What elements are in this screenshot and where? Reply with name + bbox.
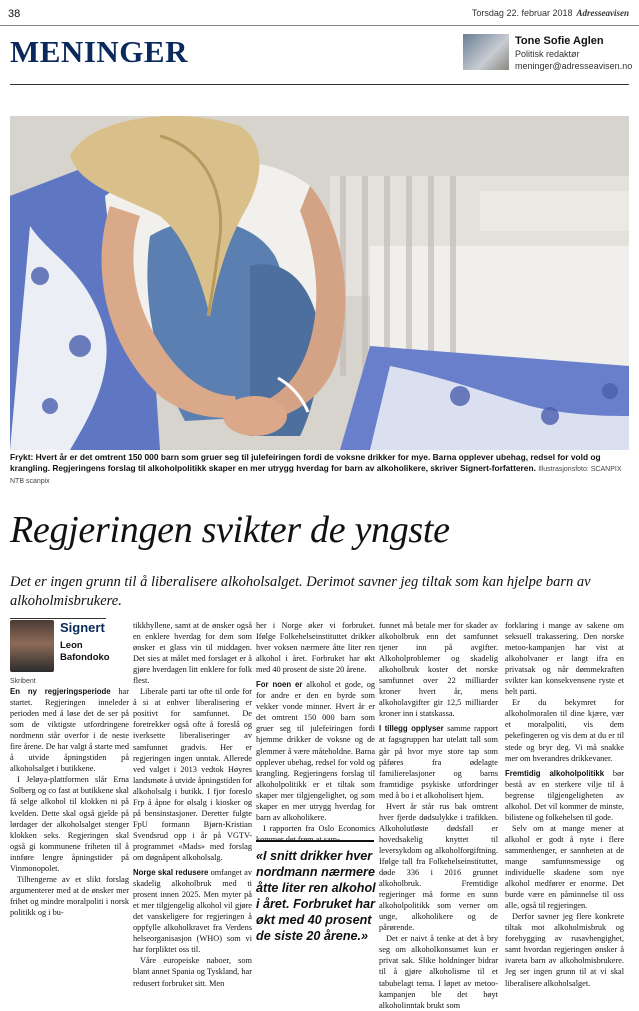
paragraph-text: bør bestå av en sterkere vilje til å begrense tilgjengeligheten av alkohol. Det vil kommer de minste, bilistene og folkehelsen til gode. [505, 768, 624, 822]
body-paragraph [505, 768, 624, 823]
body-paragraph [133, 867, 252, 955]
body-paragraph [10, 874, 129, 918]
body-paragraph [505, 823, 624, 911]
photo-caption [10, 452, 629, 487]
editor-avatar [463, 34, 509, 70]
caption-lead: Frykt: [10, 452, 34, 462]
body-paragraph [10, 774, 129, 873]
pull-quote-rule [256, 840, 374, 842]
body-paragraph [505, 620, 624, 697]
paragraph-text: Våre europeiske naboer, som blant annet Spania og Tyskland, har redusert forbruket sitt. Men [133, 956, 252, 988]
headline: Regjeringen svikter de yngste [10, 509, 450, 551]
dateline [472, 8, 629, 18]
column-3 [256, 620, 375, 845]
body-paragraph [133, 620, 252, 686]
caption-text: Hvert år er det omtrent 150 000 barn som gruer seg til julefeiringen fordi de voksne drikker for mye. Barna opplever ubehag, redsel for vold og krangling. Regjeringens forslag til alkoholpolitikk skaper en mer utrygg hverdag for barn av alkoholikere, skriver Signert-forfatteren. [10, 452, 601, 473]
paragraph-text: har startet. Regjeringen inneleder perioden med å løse det de ser på som de viktigste utfordringene nordmenn står overfor i de neste fire årene. De har valgt å starte med å utvide åpningstiden på alkoholsalget i butikkene. [10, 687, 129, 774]
paragraph-lead: I tillegg opplyser [379, 724, 444, 734]
paragraph-text: forklaring i mange av sakene om seksuell trakassering. Den norske metoo-kampanjen har vist at alkoholvaner er langt ifra en privatsak og når dømmekraften svikter kan konsekvensene ryste et helt parti. [505, 621, 624, 697]
body-paragraph [379, 801, 498, 934]
editor-email: meninger@adresseavisen.no [515, 61, 633, 71]
author-avatar [10, 620, 54, 672]
byline [10, 620, 110, 685]
body-paragraph [256, 679, 375, 823]
paragraph-text: Selv om at mange mener at alkohol er godt å nyte i flere sammenhenger, er sannheten at de mange samfunnsmessige og individuelle skadene som nye alkohol medfører er enorme. Det burde være en påminnelse til oss alle, også til regjeringen. [505, 823, 624, 911]
body-paragraph [505, 911, 624, 988]
top-bar [0, 0, 639, 26]
column-5 [505, 620, 624, 989]
paragraph-text: samme rapport at fagsgruppen har utelatt tall som går på hvor mye store tap som påføres fra ødelagte familierelasjoner og barns framtidige psykiske utfordringer med å bo i et alkoholisert hjem. [379, 724, 498, 800]
paragraph-text: funnet må betale mer for skader av alkoholbruk enn det samfunnet tjener inn på avgifter. Alkoholproblemer og skadelig alkoholbruk koster det norske samfunnet over 22 milliarder kroner hvert år, mens alkoholavgifter gir 12,5 milliarder kroner inn i statskassa. [379, 621, 498, 719]
paragraph-text: Tilhengerne av et slikt forslag argumenterer med at de ønsker mer frihet og mindre moralpoliti i norsk politikk og i bu- [10, 874, 129, 917]
column-1 [10, 682, 129, 918]
body-paragraph [379, 620, 498, 719]
column-2 [133, 620, 252, 989]
author-title: Skribent [10, 678, 36, 685]
lede: Det er ingen grunn til å liberalisere alkoholsalget. Derimot savner jeg tiltak som kan hjelpe barn av alkoholmisbrukere. [10, 574, 591, 609]
body-paragraph [379, 933, 498, 1010]
paragraph-text: tikkhyllene, samt at de ønsker også en enklere hverdag for dem som ønsker et glass vin til middagen. Det sies at målet med forslaget er å gjøre hverdagen litt enklere for folk flest. [133, 621, 252, 686]
body-paragraph [10, 686, 129, 774]
column-4 [379, 620, 498, 1011]
paragraph-lead: Norge skal redusere [133, 868, 209, 878]
body-paragraph [256, 620, 375, 675]
author-last-name: Bafondoko [60, 652, 110, 663]
paragraph-text: Hvert år står rus bak omtrent hver fjerde dødsulykke i trafikken. Alkoholutløste dødsfall er hovedsakelig knyttet til leversykdom og alkoholforgiftning. Ifølge tall fra Folkehelseinstituttet, døde 336 i 2016 grunnet alkoholbruk. Fremtidige regjeringer må forme en sunn alkoholpolitikk som verner om unge, alkoholikere og de pårørende. [379, 801, 498, 933]
author-first-name: Leon [60, 640, 83, 651]
paragraph-text: her i Norge øker vi forbruket. Ifølge Folkehelseinstituttet drikker hver voksen nærmere åtte liter ren alkohol i året. Forbruket har økt med 40 prosent de siste 20 årene. [256, 621, 375, 675]
paragraph-text: Liberale parti tar ofte til orde for å si at enhver liberalisering er positivt for samfunnet. De foretrekker også ofte å foreslå og iverksette liberaliseringer av samfunnet gradvis. Her er regjeringen ingen unntak. Allerede ved valget i 2013 vedtok Høyres landsmøte å utvide åpningstiden for alkoholsalg i butikk. I fjor foreslo Frp å åpne for ølsalg i kiosker og på bensinstasjoner. Deretter fulgte FpU formann Bjørn-Kristian Svendsrud opp i år på VGTV-programmet «Mads» med forslag om døgnåpent alkoholsalg. [133, 687, 252, 862]
paragraph-text: Derfor savner jeg flere konkrete tiltak mot alkoholmisbruk og forebygging av rusavhengighet, samt hvordan regjeringen ønsker å ivareta barn av alkoholmisbrukere. Jeg ser ingen grunn til at vi skal liberalisere alkoholsalget. [505, 912, 624, 988]
editor-name: Tone Sofie Aglen [515, 35, 604, 47]
header-rule [10, 84, 629, 85]
date: Torsdag 22. februar 2018 [471, 8, 573, 18]
paragraph-lead: En ny regjeringsperiode [10, 687, 111, 696]
byline-rule [10, 618, 106, 619]
paragraph-text: alkohol et gode, og for andre er den en byrde som vekker vonde minner. Hvert år er det omtrent 150 000 barn som gruer seg til julefeiringen fordi hjemme drikker de voksne og de glemmer å være måteholdne. Barna opplever ubehag, redsel for vold og krangling. Regjeringens forslag til alkoholpolitikk er et tiltak som skaper mer tilgjengelighet, og som skaper en mer utrygg hverdag for barn av alkoholikere. [256, 680, 376, 822]
pull-quote: «I snitt drikker hver nordmann nærmere åtte liter ren alkohol i året. Forbruket har økt med 40 prosent de siste 20 årene.» [256, 849, 376, 943]
paragraph-text: Det er naivt å tenke at det å bry seg om alkoholkonsumet kun er privat sak. Slike holdninger bidrar til å gjøre alkoholisme til et tabubelagt tema. I løpet av metoo-kampanjen ble det høyt alkoholinntak brukt som [379, 934, 498, 1010]
photo-illustration [10, 116, 629, 450]
editor-box [463, 34, 633, 74]
page-number: 38 [8, 8, 21, 20]
paragraph-text: omfanget av skadelig alkoholbruk med ti prosent innen 2025. Men myter på et mer tilgjengelig alkohol vil gjøre det vanskeligere for regjeringen å oppfylle alkoholkravet fra Verdens helseorganisasjon (WHO) som vi har forpliktet oss til. [133, 868, 252, 955]
paragraph-text: I Jeløya-plattformen slår Erna Solberg og co fast at butikkene skal få selge alkohol til klokken ni på kvelden. Dette skal også gjelde på lørdager der alkoholsalget stenger klokken seks. Regjeringen skal også gi kommunene friheten til å innføre lengre åpningstider på Vinmonopolet. [10, 775, 129, 873]
signert-kicker: Signert [60, 620, 105, 635]
paragraph-lead: Fremtidig alkoholpolitikk [505, 768, 605, 778]
paragraph-text: Er du bekymret for alkoholmoralen til dine kjære, vær et moralpoliti, vis dem pekefingeren og vis dem at du er til stede og bryr deg. Vi må snakke mer om hverandres drikkevaner. [505, 698, 624, 763]
photo-credit: Illustrasjonsfoto: SCANPIX NTB scanpix [10, 466, 622, 485]
paragraph-text: I rapporten fra Oslo Economics [263, 823, 375, 833]
paper-logo: Adresseavisen [576, 8, 629, 18]
body-paragraph [505, 697, 624, 763]
body-paragraph [133, 955, 252, 988]
editor-role: Politisk redaktør [515, 49, 580, 59]
article-photo [10, 116, 629, 450]
section-title: MENINGER [10, 34, 188, 69]
body-paragraph [379, 723, 498, 800]
body-paragraph [133, 686, 252, 863]
paragraph-lead: For noen er [256, 680, 303, 690]
